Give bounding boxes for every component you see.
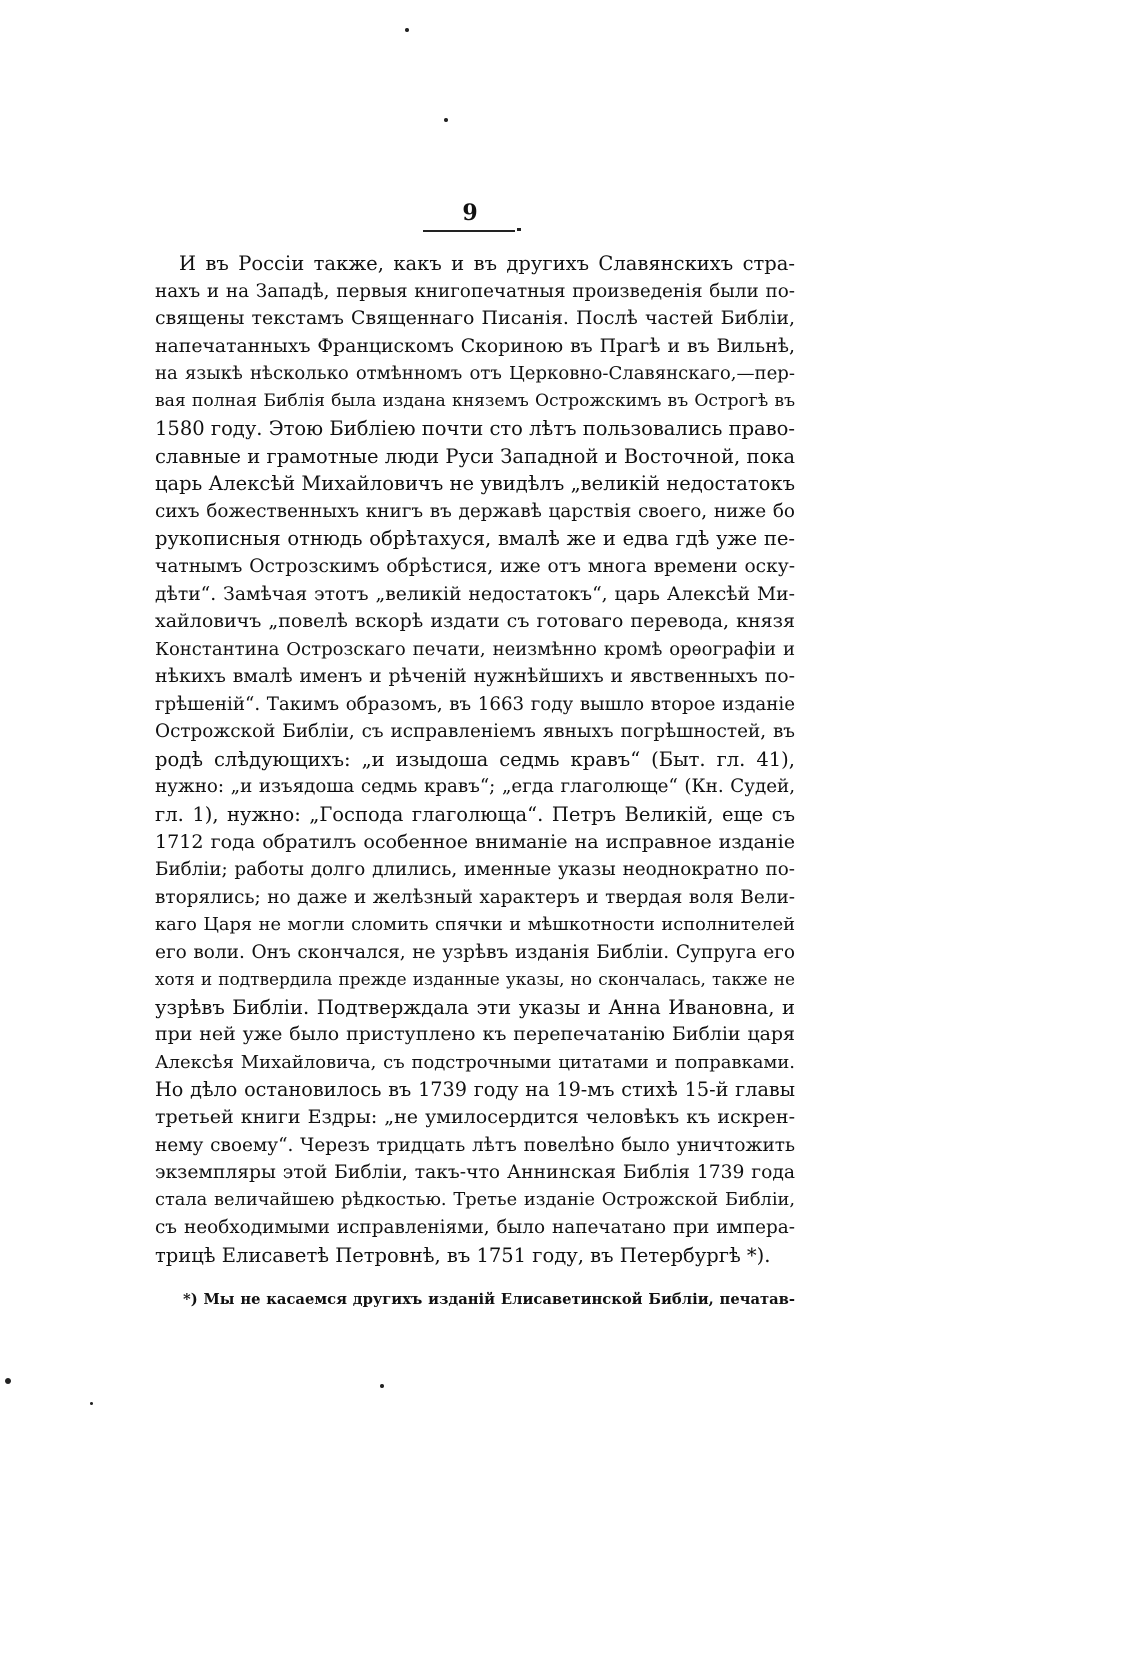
text-line: рукописныя отнюдь обрѣтахуся, вмалѣ же и едва гдѣ уже пе-: [155, 527, 795, 551]
text-line: гл. 1), нужно: „Господа глаголюща“. Петръ Великій, еще съ: [155, 802, 795, 826]
text-line: родѣ слѣдующихъ: „и изыдоша седмь кравъ“ (Быт. гл. 41),: [155, 747, 795, 771]
text-line: священы текстамъ Священнаго Писанія. Послѣ частей Библіи,: [155, 307, 795, 330]
text-line: каго Царя не могли сломить спячки и мѣшкотности исполнителей: [155, 914, 795, 936]
text-line: трицѣ Елисаветѣ Петровнѣ, въ 1751 году, въ Петербургѣ *).: [155, 1243, 771, 1267]
text-line: нѣкихъ вмалѣ именъ и рѣченій нужнѣйшихъ и явственныхъ по-: [155, 665, 795, 688]
text-line: славные и грамотные люди Руси Западной и Восточной, пока: [155, 444, 795, 468]
text-line: вая полная Библія была издана княземъ Острожскимъ въ Острогѣ въ: [155, 390, 795, 411]
page-number-rule: [423, 230, 515, 232]
text-line: хотя и подтвердила прежде изданные указы, но скончалась, также не: [155, 969, 795, 990]
text-line: Но дѣло остановилось въ 1739 году на 19-мъ стихѣ 15-й главы: [155, 1078, 795, 1102]
text-line: стала величайшею рѣдкостью. Третье изданіе Острожской Библіи,: [155, 1189, 795, 1210]
body-text: [155, 250, 795, 1269]
text-line: Константина Острозскаго печати, неизмѣнно кромѣ орѳографіи и: [155, 638, 795, 660]
page-number: 9: [462, 200, 478, 226]
text-line: 1580 году. Этою Библіею почти сто лѣтъ пользовались право-: [155, 417, 795, 441]
text-line: съ необходимыми исправленіями, было напечатано при импера-: [155, 1217, 795, 1239]
text-line: нужно: „и изъядоша седмь кравъ“; „егда глаголюще“ (Кн. Судей,: [155, 776, 795, 798]
text-line: сихъ божественныхъ книгъ въ державѣ царствія своего, ниже бо: [155, 500, 795, 522]
text-line: нему своему“. Черезъ тридцать лѣтъ повелѣно было уничтожить: [155, 1134, 795, 1156]
text-line: при ней уже было приступлено къ перепечатанію Библіи царя: [155, 1023, 795, 1046]
text-line: Алексѣя Михайловича, съ подстрочными цитатами и поправками.: [155, 1051, 795, 1073]
text-line: дѣти“. Замѣчая этотъ „великій недостатокъ“, царь Алексѣй Ми-: [155, 583, 795, 605]
text-line: экземпляры этой Библіи, такъ-что Аннинская Библія 1739 года: [155, 1162, 795, 1184]
scan-speck: [90, 1402, 93, 1405]
text-line: вторялись; но даже и желѣзный характеръ и твердая воля Вели-: [155, 886, 795, 908]
text-line: царь Алексѣй Михайловичъ не увидѣлъ „великій недостатокъ: [155, 472, 795, 496]
text-line: И въ Россіи также, какъ и въ другихъ Славянскихъ стра-: [179, 252, 795, 275]
scan-speck: [5, 1378, 11, 1384]
text-line: узрѣвъ Библіи. Подтверждала эти указы и Анна Ивановна, и: [155, 995, 795, 1019]
text-line: хайловичъ „повелѣ вскорѣ издати съ готоваго перевода, князя: [155, 610, 795, 633]
scan-speck: [444, 118, 448, 122]
footnote: *) Мы не касаемся другихъ изданій Елисаветинской Библіи, печатав-: [183, 1291, 795, 1308]
text-line: его воли. Онъ скончался, не узрѣвъ изданія Библіи. Супруга его: [155, 941, 795, 963]
text-line: напечатанныхъ Францискомъ Скориною въ Прагѣ и въ Вильнѣ,: [155, 335, 795, 357]
scan-speck: [405, 28, 409, 32]
text-line: грѣшеній“. Такимъ образомъ, въ 1663 году вышло второе изданіе: [155, 693, 795, 715]
text-line: нахъ и на Западѣ, первыя книгопечатныя произведенія были по-: [155, 280, 795, 302]
text-line: Острожской Библіи, съ исправленіемъ явныхъ погрѣшностей, въ: [155, 721, 795, 743]
text-line: третьей книги Ездры: „не умилосердится человѣкъ къ искрен-: [155, 1105, 795, 1128]
text-line: на языкѣ нѣсколько отмѣнномъ отъ Церковно-Славянскаго,—пер-: [155, 363, 795, 385]
text-line: 1712 года обратилъ особенное вниманіе на исправное изданіе: [155, 830, 795, 854]
scan-speck: [380, 1384, 384, 1388]
text-line: чатнымъ Острозскимъ обрѣстися, иже отъ многа времени оску-: [155, 556, 795, 578]
text-line: Библіи; работы долго длились, именные указы неоднократно по-: [155, 859, 795, 881]
page-number-rule-mark: [517, 228, 521, 231]
